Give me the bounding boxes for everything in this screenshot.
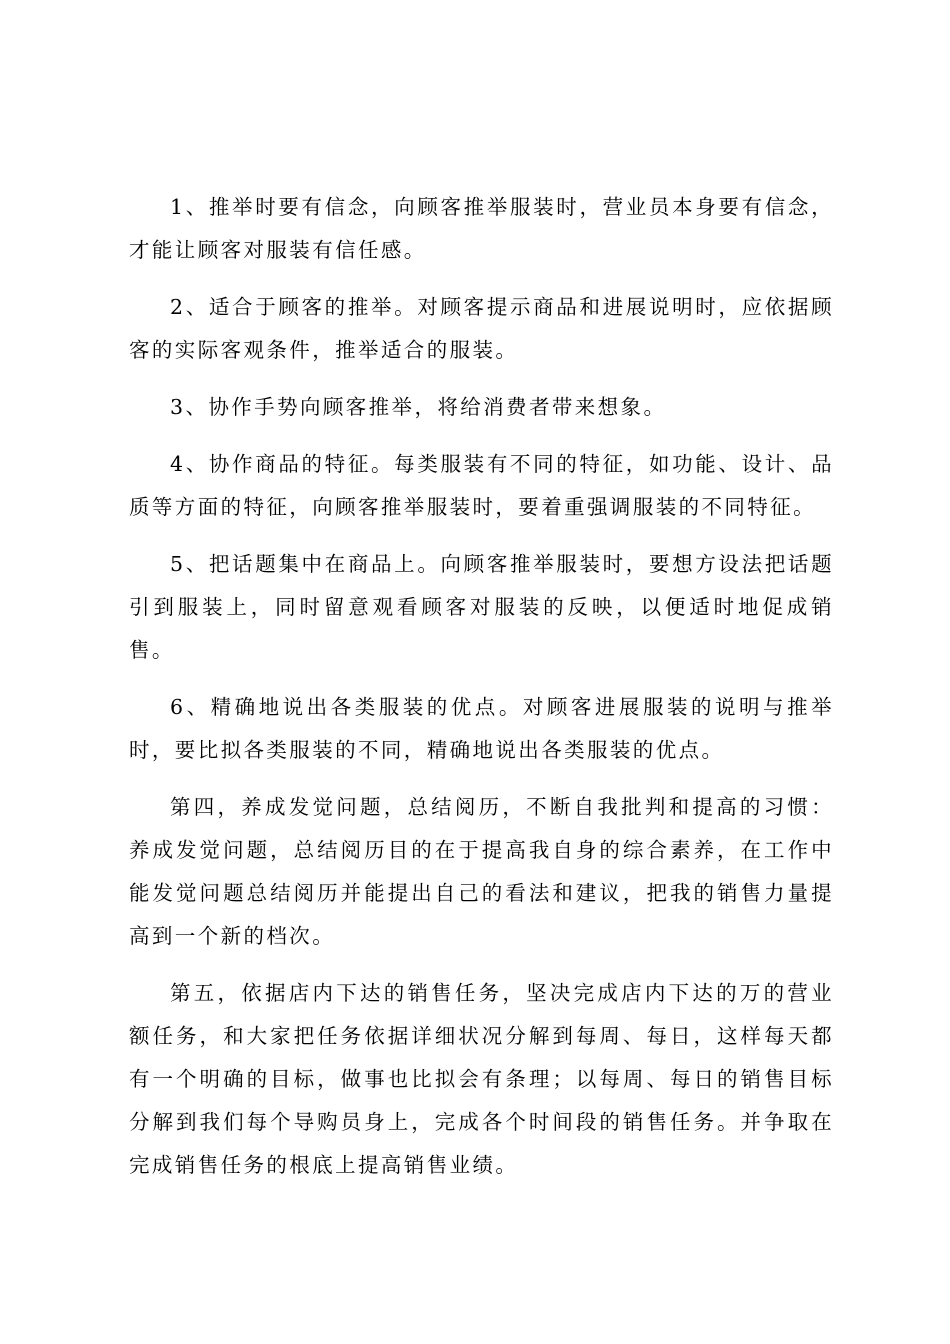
paragraph-1: 1、推举时要有信念，向顾客推举服装时，营业员本身要有信念，才能让顾客对服装有信任感。 [129,195,834,262]
paragraph-2: 2、适合于顾客的推举。对顾客提示商品和进展说明时，应依据顾客的实际客观条件，推举适合的服装。 [129,295,834,362]
paragraph-5: 5、把话题集中在商品上。向顾客推举服装时，要想方设法把话题引到服装上，同时留意观看顾客对服装的反映，以便适时地促成销售。 [129,552,834,662]
paragraph-7: 第四，养成发觉问题，总结阅历，不断自我批判和提高的习惯：养成发觉问题，总结阅历目的在于提高我自身的综合素养，在工作中能发觉问题总结阅历并能提出自己的看法和建议，把我的销售力量提高到一个新的档次。 [129,795,834,948]
paragraph-8: 第五，依据店内下达的销售任务，坚决完成店内下达的万的营业额任务，和大家把任务依据详细状况分解到每周、每日，这样每天都有一个明确的目标，做事也比拟会有条理；以每周、每日的销售目标分解到我们每个导购员身上，完成各个时间段的销售任务。并争取在完成销售任务的根底上提高销售业绩。 [129,981,834,1177]
paragraph-6: 6、精确地说出各类服装的优点。对顾客进展服装的说明与推举时，要比拟各类服装的不同，精确地说出各类服装的优点。 [129,695,834,762]
paragraph-3: 3、协作手势向顾客推举，将给消费者带来想象。 [170,395,667,419]
document-body [129,186,834,1201]
paragraph-4: 4、协作商品的特征。每类服装有不同的特征，如功能、设计、品质等方面的特征，向顾客推举服装时，要着重强调服装的不同特征。 [129,452,834,519]
